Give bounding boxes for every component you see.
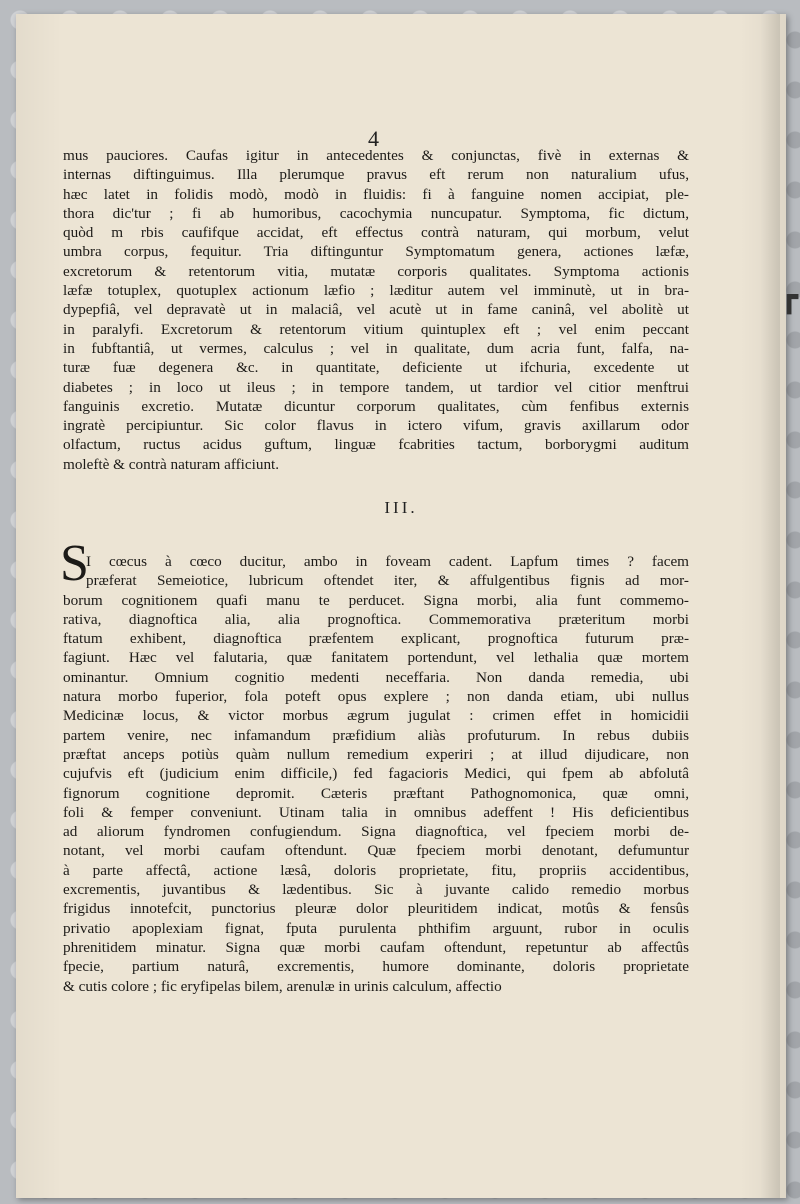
book-page (16, 14, 786, 1198)
text-line: diabetes ; in loco ut ileus ; in tempore tandem, ut tardior vel citior menftrui (63, 378, 689, 396)
page-fold-shadow (760, 14, 780, 1198)
paragraph-section-three (63, 552, 689, 996)
text-line: foli & femper conveniunt. Utinam talia in omnibus adeffent ! His deficientibus (63, 803, 689, 821)
paragraph-continuation (63, 146, 689, 474)
text-line: olfactum, ructus acidus guftum, linguæ fcabrities tactum, borborygmi auditum (63, 436, 689, 454)
text-line: fagiunt. Hæc vel falutaria, quæ fanitatem portendunt, vel lethalia quæ mortem (63, 649, 689, 667)
text-line: in paralyfi. Excretorum & retentorum vitium quintuplex eft ; vel enim peccant (63, 320, 689, 338)
text-line: ingratè percipiuntur. Sic color flavus in ictero vifum, gravis axillarum odor (63, 417, 689, 435)
text-line: mus pauciores. Caufas igitur in antecedentes & conjunctas, fivè in externas & (63, 147, 689, 164)
text-line: frigidus innotefcit, punctorius pleuræ dolor pleuritidem indicat, motûs & fensûs (63, 900, 689, 918)
text-line: privatio apoplexiam fignat, fputa purulenta phthifim arguunt, rubor in oculis (63, 919, 689, 937)
text-line: natura morbo fuperior, fola poteft opus explere ; non danda etiam, ubi nullus (63, 688, 689, 706)
text-line: à parte affectâ, actione læsâ, doloris proprietate, fitu, propriis accidentibus, (63, 861, 689, 879)
text-line: in fubftantiâ, ut vermes, calculus ; vel in qualitate, dum acria funt, falfa, na- (63, 339, 689, 357)
text-line: læfæ totuplex, quotuplex actionum læfio ; læditur autem vel imminutè, ut in bra- (63, 282, 689, 300)
text-line: fanguinis excretio. Mutatæ dicuntur corporum qualitates, cùm fenfibus externis (63, 397, 689, 415)
text-line: rativa, diagnoftica alia, alia prognoftica. Commemorativa præteritum morbi (63, 610, 689, 628)
text-line: ftatum exhibent, diagnoftica præfentem explicant, prognoftica futurum præ- (63, 630, 689, 648)
text-line: ominantur. Omnium cognitio medenti neceffaria. Non danda remedia, ubi (63, 668, 689, 686)
text-line: fpecie, partium naturâ, excrementis, humore dominante, doloris proprietate (63, 958, 689, 976)
text-line: moleftè & contrà naturam afficiunt. (63, 455, 280, 473)
drop-cap: S (60, 535, 89, 592)
text-line: umbra corpus, fequitur. Tria diftinguntur Symptomatum genera, actiones læfæ, (63, 243, 689, 261)
text-line: notant, vel morbi caufam oftendunt. Quæ fpeciem morbi denotant, defumuntur (63, 842, 689, 860)
text-line: hæc latet in folidis modò, modò in fluidis: fi à fanguine nomen accipiat, ple- (63, 185, 689, 203)
text-line: excretorum & retentorum vitia, mutatæ corporis qualitates. Symptoma actionis (63, 262, 689, 280)
margin-mark: ┏ (779, 281, 798, 314)
text-line: Medicinæ locus, & victor morbus ægrum jugulat : crimen effet in homicidii (63, 707, 689, 725)
section-heading: III. (384, 498, 418, 517)
text-line: phrenitidem minatur. Signa quæ morbi caufam oftendunt, repetuntur ab affectûs (63, 938, 689, 956)
page-number: 4 (368, 126, 379, 151)
text-line: fignorum cognitione depromit. Cæteris præftant Pathognomonica, quæ omni, (63, 784, 689, 802)
text-line: I cœcus à cœco ducitur, ambo in foveam cadent. Lapfum times ? facem (86, 553, 689, 570)
text-line: thora dic'tur ; fi ab humoribus, cacochymia nuncupatur. Symptoma, fic dictum, (63, 204, 689, 222)
text-line: borum cognitionem quafi manu te perducet. Signa morbi, alia funt commemo- (63, 591, 689, 609)
text-line: ad aliorum fyndromen confugiendum. Signa diagnoftica, vel fpeciem morbi de- (63, 823, 689, 841)
text-line: & cutis colore ; fic eryfipelas bilem, arenulæ in urinis calculum, affectio (63, 977, 502, 995)
text-line: quòd m rbis caufifque accidat, eft effectus contrà naturam, qui morbum, velut (63, 224, 689, 242)
text-line: cujufvis eft (judicium enim difficile,) fed fagacioris Medici, qui fpem ab abfolutâ (63, 765, 689, 783)
text-line: dypepfiâ, vel depravatè ut in malaciâ, vel acutè ut in fame caninâ, vel abolitè ut (63, 301, 689, 319)
text-line: præftat anceps potiùs quàm nullum remedium experiri ; at illud dijudicare, non (63, 745, 689, 763)
text-line: internas diftinguimus. Illa plerumque pravus eft rerum non naturalium ufus, (63, 166, 689, 184)
text-line: turæ fuæ degenera &c. in quantitate, deficiente ut ifchuria, excedente ut (63, 359, 689, 377)
text-line: excrementis, juvantibus & lædentibus. Sic à juvante calido remedio morbus (63, 881, 689, 899)
text-line: præferat Semeiotice, lubricum oftendet iter, & affulgentibus fignis ad mor- (86, 572, 689, 590)
text-line: partem venire, nec infamandum præfidium aliàs profuturum. In rebus dubiis (63, 726, 689, 744)
